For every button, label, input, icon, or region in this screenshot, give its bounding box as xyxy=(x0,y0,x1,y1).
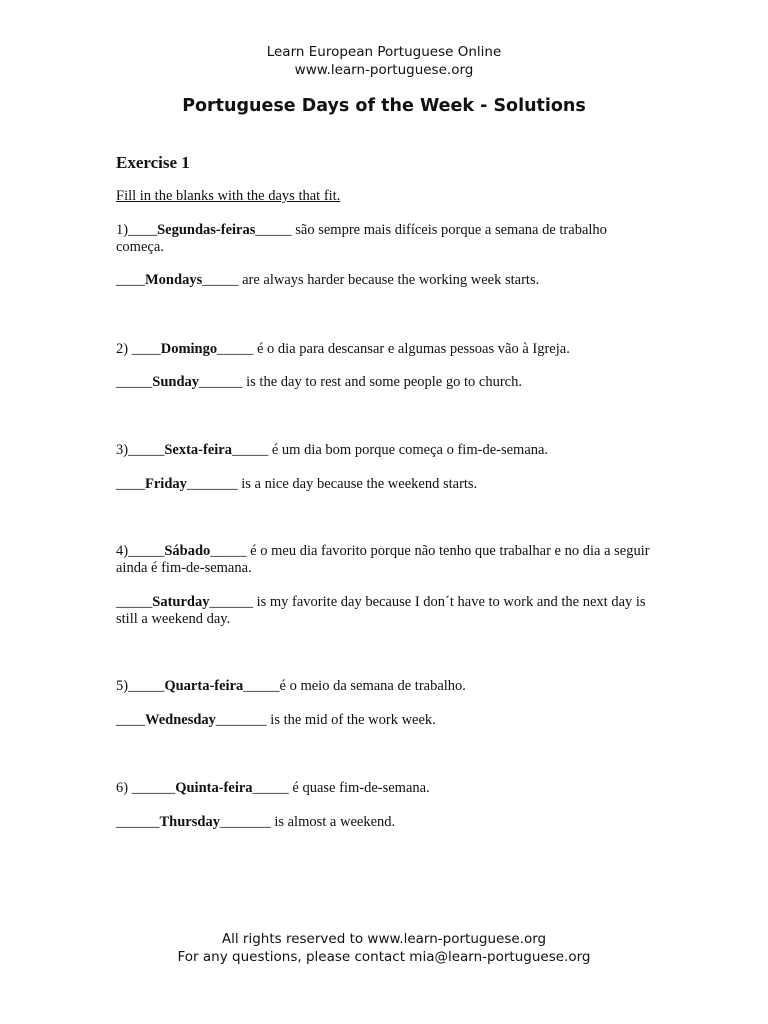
item-answer: Domingo xyxy=(160,341,218,357)
item-4-english xyxy=(116,594,656,628)
item-4-portuguese xyxy=(116,543,656,577)
item-prefix: ____ xyxy=(116,476,145,492)
page-footer xyxy=(0,930,768,966)
item-3-english xyxy=(116,476,656,493)
item-answer: Wednesday xyxy=(145,712,216,728)
item-answer: Sexta-feira xyxy=(164,442,232,458)
item-sentence: _____ é o meu dia favorito porque não tenho que trabalhar e no dia a seguir ainda é fim-de-semana. xyxy=(116,543,650,576)
item-sentence: ______ is my favorite day because I don´t have to work and the next day is still a weekend day. xyxy=(116,594,646,627)
item-prefix: 2) ____ xyxy=(116,341,161,357)
item-sentence: _____ é um dia bom porque começa o fim-de-semana. xyxy=(231,442,549,458)
exercise-title: Exercise 1 xyxy=(116,153,190,172)
item-prefix: _____ xyxy=(116,374,153,390)
item-sentence: ______ is the day to rest and some people go to church. xyxy=(199,374,522,390)
item-answer: Thursday xyxy=(159,814,220,830)
item-answer: Segundas-feiras xyxy=(157,222,256,238)
item-answer: Mondays xyxy=(145,272,203,288)
exercise-instructions: Fill in the blanks with the days that fit. xyxy=(116,188,341,204)
item-sentence: _____é o meio da semana de trabalho. xyxy=(243,678,466,694)
item-sentence: _____ é o dia para descansar e algumas pessoas vão à Igreja. xyxy=(217,341,570,357)
item-1-english xyxy=(116,272,656,289)
item-sentence: _______ is almost a weekend. xyxy=(219,814,396,830)
item-5-english xyxy=(116,712,656,729)
site-name: Learn European Portuguese Online xyxy=(266,44,502,60)
item-3-portuguese xyxy=(116,442,656,459)
item-answer: Saturday xyxy=(152,594,210,610)
item-answer: Quinta-feira xyxy=(175,780,253,796)
item-prefix: 5)_____ xyxy=(116,678,165,694)
item-answer: Sunday xyxy=(152,374,200,390)
item-answer: Sábado xyxy=(164,543,211,559)
item-sentence: _______ is the mid of the work week. xyxy=(215,712,436,728)
item-prefix: 3)_____ xyxy=(116,442,165,458)
item-prefix: 6) ______ xyxy=(116,780,176,796)
item-prefix: 1)____ xyxy=(116,222,158,238)
page-title: Portuguese Days of the Week - Solutions xyxy=(182,96,586,116)
item-5-portuguese xyxy=(116,678,656,695)
item-2-english xyxy=(116,374,656,391)
item-sentence: _____ are always harder because the working week starts. xyxy=(202,272,540,288)
item-6-english xyxy=(116,814,656,831)
item-sentence: _______ is a nice day because the weekend starts. xyxy=(186,476,478,492)
item-prefix: _____ xyxy=(116,594,153,610)
item-prefix: ____ xyxy=(116,712,145,728)
item-answer: Quarta-feira xyxy=(164,678,244,694)
item-6-portuguese xyxy=(116,780,656,797)
item-prefix: ______ xyxy=(116,814,160,830)
page-header xyxy=(0,43,768,79)
item-answer: Friday xyxy=(145,476,187,492)
item-1-portuguese xyxy=(116,222,656,256)
item-sentence: _____ são sempre mais difíceis porque a semana de trabalho começa. xyxy=(116,222,607,255)
footer-contact: For any questions, please contact mia@learn-portuguese.org xyxy=(177,949,591,965)
item-prefix: 4)_____ xyxy=(116,543,165,559)
item-2-portuguese xyxy=(116,341,656,358)
footer-rights: All rights reserved to www.learn-portuguese.org xyxy=(221,931,547,947)
item-prefix: ____ xyxy=(116,272,145,288)
site-url: www.learn-portuguese.org xyxy=(294,62,474,78)
item-sentence: _____ é quase fim-de-semana. xyxy=(252,780,430,796)
